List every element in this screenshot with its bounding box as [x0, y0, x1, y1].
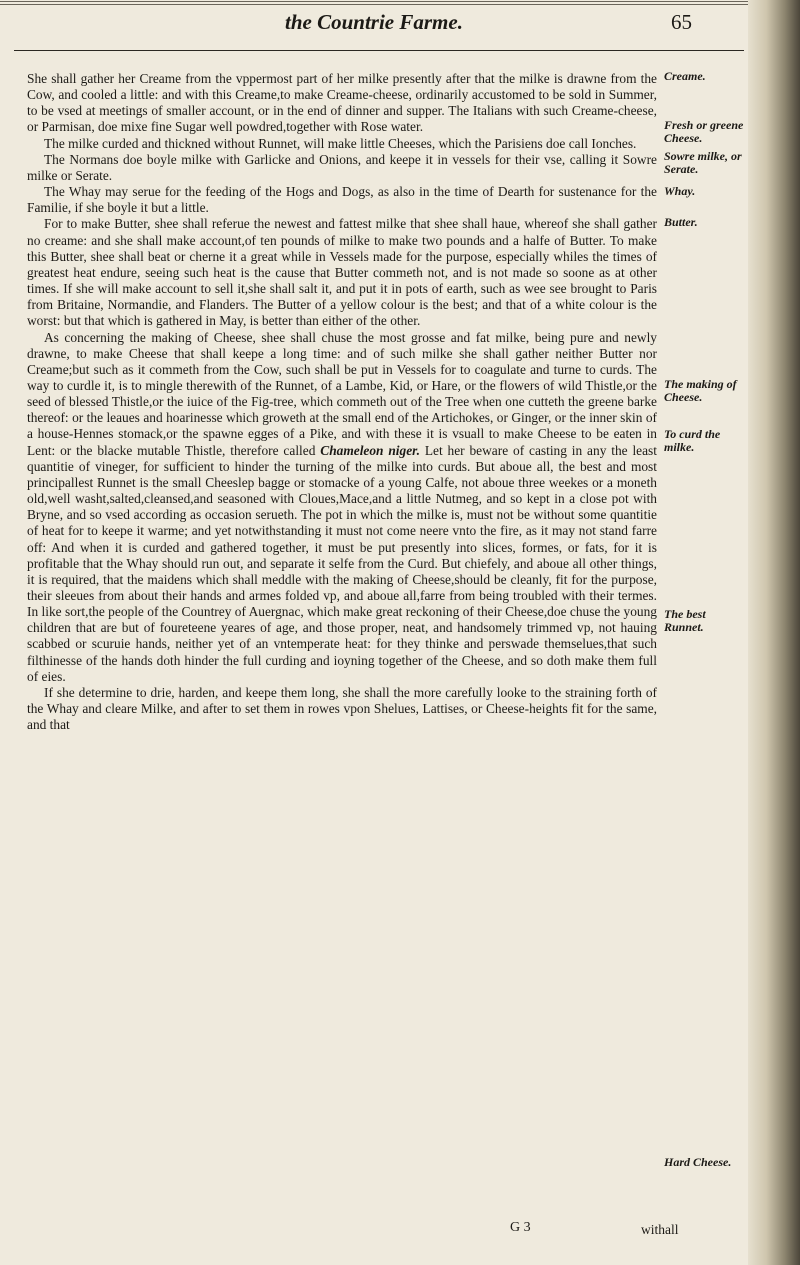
- paragraph-cheese-continued: Let her beware of casting in any the least quantitie of vineger, for sufficient to hinder the turning of the milke into curds. But aboue all, the best and most principallest Runnet is the small Cheeslep bagge or stomacke of a young Calfe, not aboue three weekes or a moneth old,well washt,salted,cleansed,and seasoned with Cloues,Mace,and a little Nutmeg, and so kept in a close pot with Bryne, and so vsed according as occasion serueth. The pot in which the milke is, must not be without some quantitie of heat for to keepe it warme; and yet notwithstanding it must not come neere vnto the fire, as it may not stand farre off: And when it is curded and gathered together, it must be put presently into slices, formes, or fats, for it is profitable that the Whay should run out, and separate it selfe from the Curd. But chiefely, and aboue all other things, it is required, that the maidens which shall meddle with the making of Cheese,should be cleanly, fit for the purpose, their sleeues from about their hands and armes folded vp, and aboue all,farre from being troubled with their termes. In like sort,the people of the Countrey of Auergnac, which make great reckoning of their Cheese,doe chuse the young children that are but of foureteene yeares of age, and those proper, neat, and handsomely trimmed vp, not hauing scabbed or scuruie hands, neither yet of an vntemperate heat: for they thinke and perswade themselues,that such filthinesse of the hands doth hinder the full curding and ioyning together of the Cheese, and so doth make them full of eies.: [27, 442, 657, 684]
- paragraph-whay: The Whay may serue for the feeding of the Hogs and Dogs, as also in the time of Dearth for sustenance for the Familie, if she boyle it but a little.: [27, 184, 657, 216]
- paragraph-sowre-milke: The Normans doe boyle milke with Garlicke and Onions, and keepe it in vessels for their vse, calling it Sowre milke or Serate.: [27, 151, 657, 183]
- signature-mark: G 3: [510, 1220, 531, 1235]
- margin-note-hard-cheese: Hard Cheese.: [664, 1155, 732, 1169]
- text-block: [27, 71, 657, 733]
- paragraph-hard-cheese: If she determine to drie, harden, and keepe them long, she shall the more carefully looke to the straining forth of the Whay and cleare Milke, and after to set them in rowes vpon Shelues, Lattises, or Cheese-heights fit for the same, and that: [27, 684, 657, 733]
- margin-note-best-runnet: The best Runnet.: [664, 607, 706, 634]
- chameleon-niger-term: Chameleon niger.: [320, 442, 420, 458]
- page-number: 65: [671, 10, 692, 34]
- book-gutter-shadow: [748, 0, 800, 1265]
- running-head: [0, 10, 748, 38]
- paragraph-cheese-text: As concerning the making of Cheese, shee shall chuse the most grosse and fat milke, being pure and newly drawne, to make Cheese that shall keepe a long time: and of such milke she shall gather neither Butter nor Creame;but such as it commeth from the Cow, such shall be put in Vessels for to coagulate and turne to curds. The way to curdle it, is to mingle therewith of the Runnet, of a Lambe, Kid, or Hare, or the flowers of wild Thistle,or the seed of blessed Thistle,or the iuice of the Fig-tree, which commeth out of the Tree when one cutteth the greene barke thereof: or the leaues and hoarinesse which groweth at the small end of the Artichokes, or Ginger, or the inner skin of a house-Hennes stomack,or the spawne egges of a Pike, and with these it is vsuall to make Cheese to be eaten in Lent: or the blacke mutable Thistle, therefore called: [27, 329, 657, 458]
- scan-top-rule-2: [0, 4, 748, 5]
- margin-note-sowre-milke: Sowre milke, or Serate.: [664, 149, 742, 176]
- paragraph-creame: She shall gather her Creame from the vppermost part of her milke presently after that the milke is drawne from the Cow, and cooled a little: and with this Creame,to make Creame-cheese, ordinarily accustomed to be sold in Summer, to be vsed at meetings of smaller account, or in the end of dinner and supper. The Italians with such Creame-cheese, or Parmisan, doe mixe fine Sugar well powdred,together with Rose water.: [27, 71, 657, 135]
- paragraph-fresh-cheese: The milke curded and thickned without Runnet, will make little Cheeses, which the Parisiens doe call Ionches.: [44, 135, 637, 151]
- margin-note-fresh-cheese: Fresh or greene Cheese.: [664, 118, 744, 145]
- margin-note-butter: Butter.: [664, 215, 698, 229]
- scan-top-rule: [0, 1, 748, 2]
- catchword: withall: [641, 1222, 679, 1237]
- margin-note-whay: Whay.: [664, 184, 696, 198]
- head-rule: [14, 50, 744, 51]
- paragraph-butter: For to make Butter, shee shall referue the newest and fattest milke that shee shall haue, whereof she shall gather no creame: and she shall make account,of ten pounds of milke to make two pounds and a halfe of Butter. To make this Butter, shee shall beat or cherne it a great while in Vessels made for the purpose, especially whiles the times of greatest heat endure, seeing such heat is the cause that Butter commeth not, and is not made so soone as at other times. If she will make account to sell it,she shall salt it, and put it in pots of earth, such as wee see brought to Paris from Britaine, Normandie, and Flanders. The Butter of a yellow colour is the best; and that of a white colour is the worst: but that which is gathered in May, is better than either of the other.: [27, 216, 657, 329]
- paragraph-cheese: [27, 330, 657, 685]
- margin-note-creame: Creame.: [664, 69, 706, 83]
- margin-note-curd-milke: To curd the milke.: [664, 427, 721, 454]
- margin-note-making-cheese: The making of Cheese.: [664, 377, 737, 404]
- running-title: the Countrie Farme.: [285, 10, 463, 34]
